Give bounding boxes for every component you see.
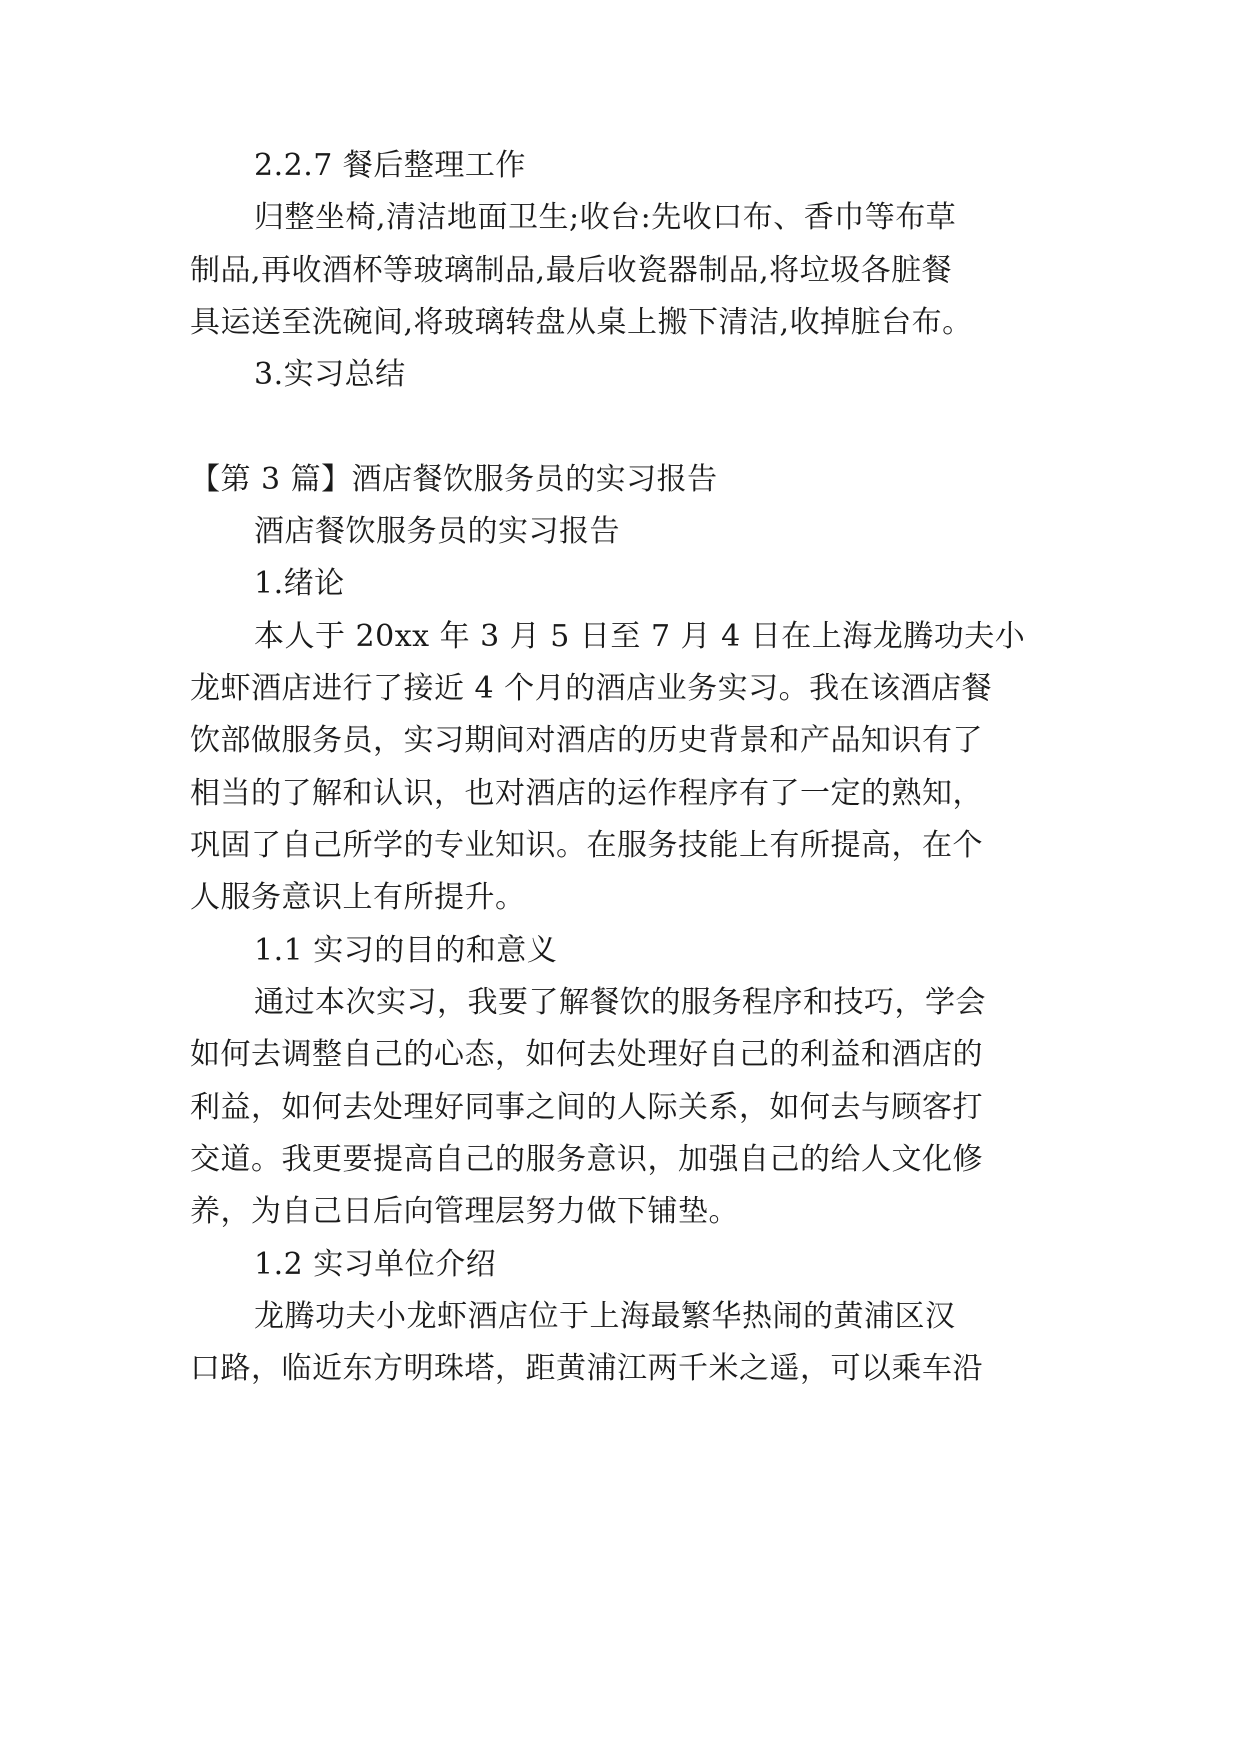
paragraph-line: 交道。我更要提高自己的服务意识，加强自己的给人文化修	[190, 1142, 983, 1177]
section-heading-2-2-7: 2.2.7 餐后整理工作	[254, 148, 526, 183]
paragraph-line: 饮部做服务员，实习期间对酒店的历史背景和产品知识有了	[190, 723, 983, 758]
article-title: 酒店餐饮服务员的实习报告	[254, 514, 620, 549]
paragraph-line: 本人于 20xx 年 3 月 5 日至 7 月 4 日在上海龙腾功夫小	[254, 619, 1026, 654]
section-heading-unit: 1.2 实习单位介绍	[254, 1247, 497, 1282]
section-heading-purpose: 1.1 实习的目的和意义	[254, 933, 558, 968]
paragraph-line: 利益，如何去处理好同事之间的人际关系，如何去与顾客打	[190, 1090, 983, 1125]
paragraph-line: 归整坐椅,清洁地面卫生;收台:先收口布、香巾等布草	[254, 200, 957, 235]
paragraph-line: 养，为自己日后向管理层努力做下铺垫。	[190, 1194, 739, 1229]
paragraph-line: 相当的了解和认识，也对酒店的运作程序有了一定的熟知，	[190, 776, 983, 811]
paragraph-line: 龙腾功夫小龙虾酒店位于上海最繁华热闹的黄浦区汉	[254, 1299, 956, 1334]
paragraph-line: 制品,再收酒杯等玻璃制品,最后收瓷器制品,将垃圾各脏餐	[190, 253, 953, 288]
paragraph-line: 巩固了自己所学的专业知识。在服务技能上有所提高，在个	[190, 828, 983, 863]
paragraph-line: 龙虾酒店进行了接近 4 个月的酒店业务实习。我在该酒店餐	[190, 671, 993, 706]
paragraph-line: 口路，临近东方明珠塔，距黄浦江两千米之遥，可以乘车沿	[190, 1351, 983, 1386]
paragraph-line: 通过本次实习，我要了解餐饮的服务程序和技巧，学会	[254, 985, 986, 1020]
section-heading-summary: 3.实习总结	[254, 357, 406, 392]
article-header: 【第 3 篇】酒店餐饮服务员的实习报告	[190, 462, 718, 497]
paragraph-line: 如何去调整自己的心态，如何去处理好自己的利益和酒店的	[190, 1037, 983, 1072]
paragraph-line: 具运送至洗碗间,将玻璃转盘从桌上搬下清洁,收掉脏台布。	[190, 305, 973, 340]
section-heading-intro: 1.绪论	[254, 566, 345, 601]
paragraph-line: 人服务意识上有所提升。	[190, 880, 526, 915]
